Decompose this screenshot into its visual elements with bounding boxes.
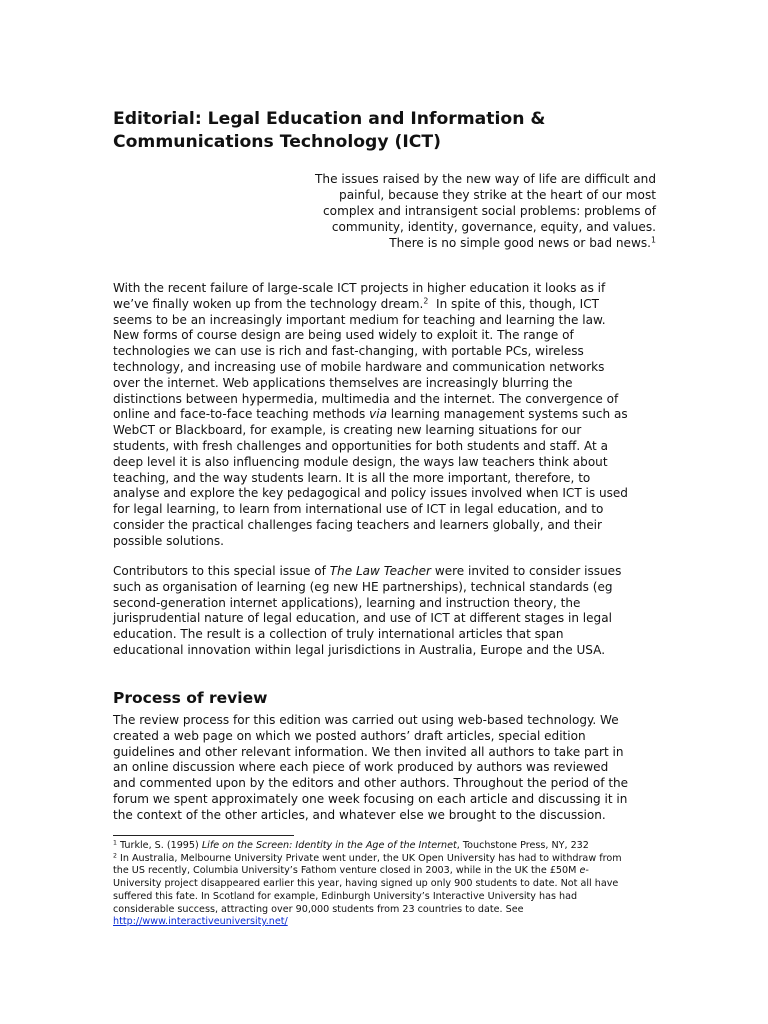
- paragraph-line: education. The result is a collection of truly international articles that span: [113, 627, 564, 642]
- paragraph-line: and commented upon by the editors and other authors. Throughout the period of the: [113, 776, 629, 791]
- paragraph-line: an online discussion where each piece of work produced by authors was reviewed: [113, 760, 609, 775]
- paragraph-line: guidelines and other relevant information. We then invited all authors to take part in: [113, 744, 624, 759]
- paragraph-line: consider the practical challenges facing teachers and learners globally, and their: [113, 517, 602, 532]
- paragraph-line: [113, 407, 673, 423]
- epigraph-line: complex and intransigent social problems: problems of: [323, 204, 656, 219]
- footnote-1: [113, 840, 658, 853]
- footnote-line: [113, 916, 658, 929]
- footnote-line: [113, 865, 658, 878]
- footnote-divider: [113, 835, 294, 836]
- paragraph-line: students, with fresh challenges and opportunities for both students and staff. At a: [113, 438, 608, 453]
- paragraph-line: The review process for this edition was carried out using web-based technology. We: [113, 713, 619, 727]
- footnote-2: [113, 853, 658, 866]
- italic-via: via: [369, 407, 387, 422]
- footnote-marker: 1: [113, 839, 117, 847]
- footnote-marker: 2: [113, 852, 117, 860]
- paragraph-line: WebCT or Blackboard, for example, is creating new learning situations for our: [113, 423, 582, 438]
- paragraph-line: [113, 564, 673, 580]
- footnote-text: In Australia, Melbourne University Private went under, the UK Open University has had to withdraw from: [116, 852, 622, 864]
- paragraph-line: teaching, and the way students learn. It is all the more important, therefore, to: [113, 470, 591, 485]
- paragraph-line: seems to be an increasingly important medium for teaching and learning the law.: [113, 312, 606, 327]
- section-heading: Process of review: [113, 689, 268, 707]
- line-text: In spite of this, though, ICT: [436, 296, 599, 311]
- paragraph-line: deep level it is also influencing module design, the ways law teachers think about: [113, 454, 608, 469]
- paragraph-line: over the internet. Web applications themselves are increasingly blurring the: [113, 375, 573, 390]
- book-title: Life on the Screen: Identity in the Age of the Internet: [201, 840, 457, 851]
- epigraph-line: The issues raised by the new way of life are difficult and: [315, 172, 656, 186]
- epigraph-last-text: There is no simple good news or bad news.: [389, 236, 651, 251]
- footnote-line: University project disappeared earlier this year, having signed up only 900 students to date. Not all have: [113, 878, 619, 890]
- paragraph-line: [113, 297, 673, 313]
- paragraph-line: With the recent failure of large-scale ICT projects in higher education it looks as if: [113, 281, 606, 295]
- line-text: Contributors to this special issue of: [113, 564, 330, 578]
- paragraph-review: [113, 713, 673, 824]
- paragraph-line: created a web page on which we posted authors’ draft articles, special edition: [113, 728, 586, 743]
- paragraph-line: analyse and explore the key pedagogical and policy issues involved when ICT is used: [113, 486, 628, 501]
- paragraph-line: for legal learning, to learn from international use of ICT in legal education, and to: [113, 502, 604, 517]
- footnote-text: Turkle, S. (1995): [116, 840, 202, 851]
- paragraph-line: such as organisation of learning (eg new HE partnerships), technical standards (eg: [113, 579, 613, 594]
- paragraph-line: New forms of course design are being used widely to exploit it. The range of: [113, 328, 574, 343]
- epigraph-quote: [236, 171, 656, 251]
- footnote-line: considerable success, attracting over 90,000 students from 23 countries to date. See: [113, 903, 524, 915]
- paragraph-line: distinctions between hypermedia, multimedia and the internet. The convergence of: [113, 391, 619, 406]
- epigraph-line: painful, because they strike at the heart of our most: [339, 188, 656, 203]
- footnote-ref-1[interactable]: 1: [650, 236, 656, 246]
- paragraph-intro: [113, 281, 673, 550]
- epigraph-line: [236, 235, 656, 251]
- paragraph-line: second-generation internet applications), learning and instruction theory, the: [113, 595, 581, 610]
- paragraph-line: jurisprudential nature of legal education, and use of ICT at different stages in legal: [113, 611, 612, 626]
- footnotes: [113, 840, 658, 929]
- line-text: were invited to consider issues: [431, 564, 622, 578]
- paragraph-line: technology, and increasing use of mobile hardware and communication networks: [113, 359, 605, 374]
- interactive-university-link[interactable]: http://www.interactiveuniversity.net/: [113, 916, 288, 928]
- footnote-text: , Touchstone Press, NY, 232: [456, 840, 589, 851]
- italic-e: e-: [579, 865, 589, 877]
- footnote-line: suffered this fate. In Scotland for example, Edinburgh University’s Interactive University has had: [113, 890, 578, 902]
- epigraph-line: community, identity, governance, equity, and values.: [331, 220, 656, 235]
- title-line-2: Communications Technology (ICT): [113, 131, 441, 152]
- paragraph-line: technologies we can use is rich and fast-changing, with portable PCs, wireless: [113, 344, 584, 359]
- paragraph-line: educational innovation within legal jurisdictions in Australia, Europe and the USA.: [113, 642, 606, 657]
- footnote-ref-2[interactable]: 2: [423, 296, 429, 306]
- line-text: learning management systems such as: [386, 407, 628, 422]
- line-text: online and face-to-face teaching methods: [113, 407, 370, 422]
- journal-title: The Law Teacher: [329, 564, 432, 578]
- title-line-1: Editorial: Legal Education and Information &: [113, 109, 546, 129]
- page-title: [113, 108, 673, 153]
- paragraph-line: forum we spent approximately one week focusing on each article and discussing it in: [113, 791, 628, 806]
- paragraph-line: the context of the other articles, and whatever else we brought to the discussion.: [113, 807, 606, 822]
- footnote-text: the US recently, Columbia University’s Fathom venture closed in 2003, while in the UK the £50M: [113, 865, 580, 877]
- line-text: we’ve finally woken up from the technology dream.: [113, 296, 424, 311]
- paragraph-line: possible solutions.: [113, 533, 224, 548]
- paragraph-contributors: [113, 564, 673, 659]
